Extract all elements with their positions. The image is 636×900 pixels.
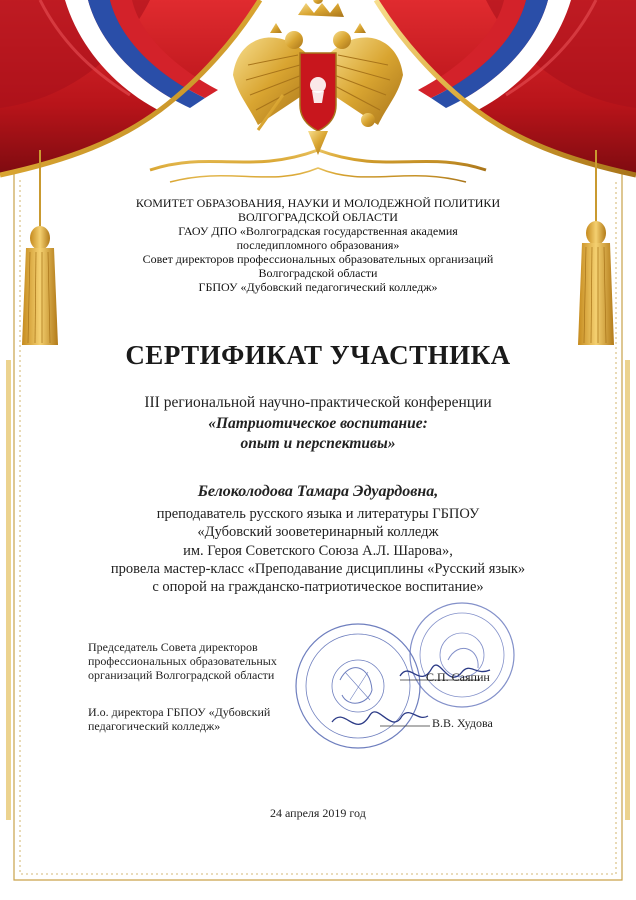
position-line: педагогический колледж» [88,719,221,733]
certificate-title: СЕРТИФИКАТ УЧАСТНИКА [125,340,511,370]
left-drape [0,0,260,175]
issuer-line: КОМИТЕТ ОБРАЗОВАНИЯ, НАУКИ И МОЛОДЕЖНОЙ ПОЛИТИКИ [135,196,501,210]
position-line: Председатель Совета директоров [88,640,258,654]
issuer-line: Совет директоров профессиональных образовательных организаций [142,252,494,266]
right-drape [376,0,636,175]
issuer-line: Волгоградской области [258,266,378,280]
issuer-header [0,196,636,294]
recipient-detail-line: с опорой на гражданско-патриотическое воспитание» [152,579,484,596]
issuer-line: ГБПОУ «Дубовский педагогический колледж» [198,280,438,294]
signatory-position [88,640,328,682]
recipient-name: Белоколодова Тамара Эдуардовна, [197,483,439,500]
conference-name: «Патриотическое воспитание: [208,415,428,432]
signatory-position [88,705,328,733]
coat-of-arms [233,0,403,155]
recipient-details [0,505,636,596]
issuer-line: последипломного образования» [236,238,400,252]
signatory-name: В.В. Худова [432,716,493,730]
position-line: профессиональных образовательных [88,654,277,668]
issue-date: 24 апреля 2019 год [270,806,366,820]
recipient-detail-line: преподаватель русского языка и литературы ГБПОУ [156,506,480,522]
signature-khudova [332,712,428,724]
position-line: И.о. директора ГБПОУ «Дубовский [88,705,271,719]
recipient-detail-line: им. Героя Советского Союза А.Л. Шарова», [183,542,453,559]
signatory-name: С.П. Саяпин [426,670,490,684]
recipient-detail-line: «Дубовский зооветеринарный колледж [197,524,439,541]
issuer-line: ВОЛГОГРАДСКОЙ ОБЛАСТИ [238,210,398,224]
position-line: организаций Волгоградской области [88,668,275,682]
conference-name: опыт и перспективы» [240,435,396,452]
conference-line: III региональной научно-практической конференции [144,394,492,411]
official-stamp-right [410,603,514,707]
recipient-detail-line: провела мастер-класс «Преподавание дисциплины «Русский язык» [110,560,526,577]
issuer-line: ГАОУ ДПО «Волгоградская государственная академия [178,224,458,238]
